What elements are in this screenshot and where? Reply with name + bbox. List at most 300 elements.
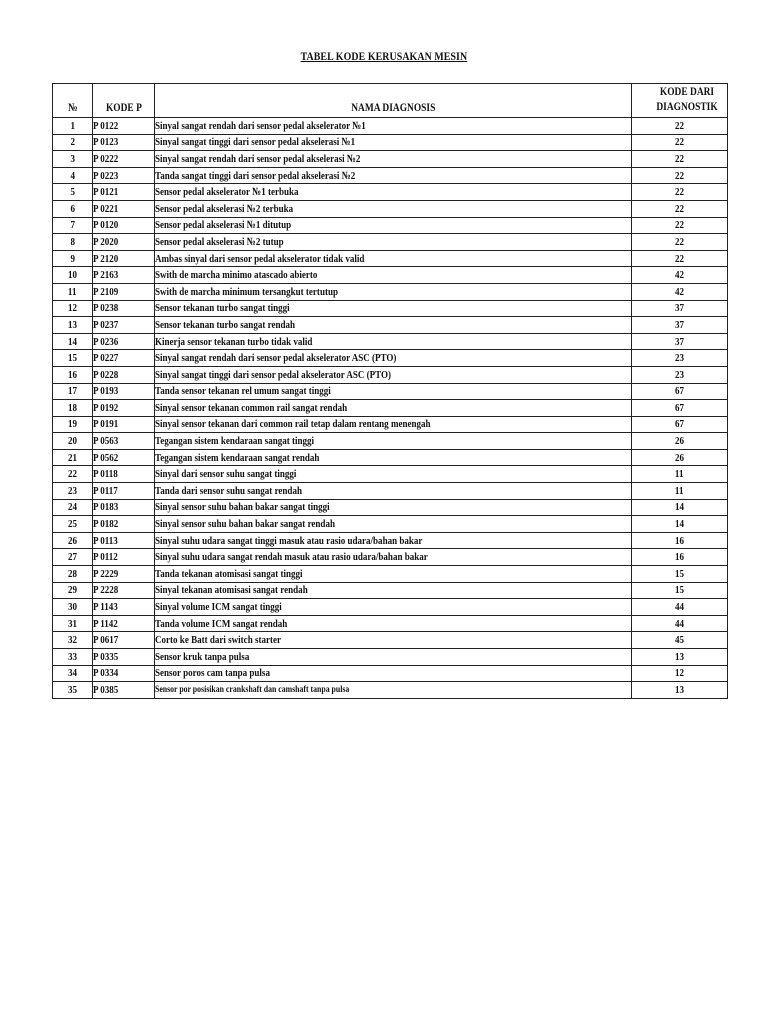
cell-nama-diagnosis-text: Sensor poros cam tanpa pulsa bbox=[155, 667, 270, 680]
cell-nama-diagnosis bbox=[155, 200, 632, 217]
cell-kode-dari-diagnostik-text: 37 bbox=[674, 318, 685, 331]
cell-no bbox=[53, 267, 93, 284]
cell-kode-p-text: P 0117 bbox=[93, 484, 118, 497]
cell-kode-p-text: P 2120 bbox=[93, 252, 119, 265]
cell-nama-diagnosis bbox=[155, 283, 632, 300]
cell-nama-diagnosis-text: Sinyal sangat rendah dari sensor pedal akselerasi №2 bbox=[155, 152, 361, 165]
cell-nama-diagnosis bbox=[155, 615, 632, 632]
cell-kode-p-text: P 0236 bbox=[93, 335, 119, 348]
cell-kode-p-text: P 2109 bbox=[93, 285, 119, 298]
cell-kode-p-text: P 0237 bbox=[93, 318, 119, 331]
cell-kode-dari-diagnostik bbox=[632, 499, 728, 516]
cell-kode-dari-diagnostik-text: 16 bbox=[674, 551, 685, 564]
cell-nama-diagnosis-text: Sensor kruk tanpa pulsa bbox=[155, 650, 250, 663]
cell-nama-diagnosis bbox=[155, 466, 632, 483]
cell-no-text: 4 bbox=[70, 169, 75, 182]
cell-no-text: 16 bbox=[67, 368, 78, 381]
cell-no-text: 17 bbox=[67, 385, 78, 398]
table-row bbox=[53, 184, 728, 201]
cell-no-text: 21 bbox=[67, 451, 78, 464]
cell-kode-p bbox=[93, 665, 155, 682]
cell-no-text: 25 bbox=[67, 518, 78, 531]
cell-nama-diagnosis-text: Sinyal sensor suhu bahan bakar sangat rendah bbox=[155, 518, 335, 531]
cell-kode-p bbox=[93, 366, 155, 383]
cell-nama-diagnosis-text: Tegangan sistem kendaraan sangat rendah bbox=[155, 451, 320, 464]
cell-no bbox=[53, 632, 93, 649]
cell-kode-dari-diagnostik-text: 16 bbox=[674, 534, 685, 547]
table-row bbox=[53, 566, 728, 583]
cell-nama-diagnosis bbox=[155, 682, 632, 699]
cell-kode-p-text: P 2229 bbox=[93, 567, 119, 580]
cell-no bbox=[53, 333, 93, 350]
cell-nama-diagnosis-text: Kinerja sensor tekanan turbo tidak valid bbox=[155, 335, 313, 348]
table-row bbox=[53, 366, 728, 383]
cell-kode-dari-diagnostik-text: 22 bbox=[674, 119, 685, 132]
cell-kode-p-text: P 2163 bbox=[93, 269, 119, 282]
cell-kode-dari-diagnostik bbox=[632, 317, 728, 334]
cell-nama-diagnosis-text: Sinyal sangat rendah dari sensor pedal akselerator ASC (PTO) bbox=[155, 352, 397, 365]
cell-kode-p-text: P 2020 bbox=[93, 235, 119, 248]
cell-kode-dari-diagnostik bbox=[632, 200, 728, 217]
cell-kode-p bbox=[93, 599, 155, 616]
cell-nama-diagnosis-text: Sinyal sensor tekanan common rail sangat rendah bbox=[155, 401, 348, 414]
cell-kode-dari-diagnostik bbox=[632, 184, 728, 201]
table-row bbox=[53, 632, 728, 649]
cell-no-text: 5 bbox=[70, 186, 75, 199]
cell-nama-diagnosis-text: Sensor pedal akselerator №1 terbuka bbox=[155, 186, 299, 199]
table-row bbox=[53, 134, 728, 151]
cell-nama-diagnosis bbox=[155, 549, 632, 566]
cell-kode-dari-diagnostik bbox=[632, 632, 728, 649]
cell-no-text: 28 bbox=[67, 567, 78, 580]
cell-kode-dari-diagnostik-text: 15 bbox=[674, 584, 685, 597]
table-row bbox=[53, 433, 728, 450]
cell-no-text: 26 bbox=[67, 534, 78, 547]
table-row bbox=[53, 167, 728, 184]
cell-kode-dari-diagnostik-text: 37 bbox=[674, 302, 685, 315]
cell-no bbox=[53, 649, 93, 666]
cell-no-text: 2 bbox=[70, 136, 75, 149]
cell-kode-p bbox=[93, 682, 155, 699]
cell-kode-dari-diagnostik-text: 15 bbox=[674, 567, 685, 580]
cell-kode-p bbox=[93, 234, 155, 251]
cell-no bbox=[53, 234, 93, 251]
cell-kode-dari-diagnostik bbox=[632, 267, 728, 284]
cell-kode-p-text: P 0385 bbox=[93, 683, 119, 696]
cell-nama-diagnosis bbox=[155, 649, 632, 666]
cell-no bbox=[53, 151, 93, 168]
cell-no bbox=[53, 383, 93, 400]
cell-kode-p-text: P 0182 bbox=[93, 518, 119, 531]
cell-kode-p-text: P 0183 bbox=[93, 501, 119, 514]
cell-nama-diagnosis bbox=[155, 250, 632, 267]
cell-kode-dari-diagnostik bbox=[632, 217, 728, 234]
cell-kode-p bbox=[93, 466, 155, 483]
cell-kode-p-text: P 0617 bbox=[93, 634, 119, 647]
cell-kode-p-text: P 0334 bbox=[93, 667, 119, 680]
cell-no bbox=[53, 466, 93, 483]
table-body bbox=[53, 118, 728, 699]
cell-kode-dari-diagnostik-text: 14 bbox=[674, 518, 685, 531]
cell-no-text: 33 bbox=[67, 650, 78, 663]
cell-kode-p-text: P 0335 bbox=[93, 650, 119, 663]
cell-no bbox=[53, 532, 93, 549]
table-row bbox=[53, 665, 728, 682]
table-row bbox=[53, 599, 728, 616]
cell-nama-diagnosis-text: Sinyal sensor tekanan dari common rail tetap dalam rentang menengah bbox=[155, 418, 431, 431]
cell-nama-diagnosis-text: Corto ke Batt dari switch starter bbox=[155, 634, 281, 647]
cell-kode-dari-diagnostik-text: 44 bbox=[674, 601, 685, 614]
cell-kode-dari-diagnostik bbox=[632, 350, 728, 367]
cell-nama-diagnosis-text: Tanda volume ICM sangat rendah bbox=[155, 617, 288, 630]
cell-kode-p bbox=[93, 184, 155, 201]
cell-no bbox=[53, 433, 93, 450]
cell-no-text: 6 bbox=[70, 202, 75, 215]
cell-kode-dari-diagnostik bbox=[632, 483, 728, 500]
cell-nama-diagnosis-text: Sinyal suhu udara sangat rendah masuk atau rasio udara/bahan bakar bbox=[155, 551, 428, 564]
cell-nama-diagnosis bbox=[155, 516, 632, 533]
cell-nama-diagnosis bbox=[155, 167, 632, 184]
cell-nama-diagnosis bbox=[155, 184, 632, 201]
table-row bbox=[53, 682, 728, 699]
cell-kode-dari-diagnostik-text: 13 bbox=[674, 650, 685, 663]
cell-kode-p bbox=[93, 300, 155, 317]
cell-nama-diagnosis-text: Ambas sinyal dari sensor pedal akselerator tidak valid bbox=[155, 252, 365, 265]
cell-kode-dari-diagnostik-text: 12 bbox=[674, 667, 685, 680]
document-title-text: TABEL KODE KERUSAKAN MESIN bbox=[300, 51, 468, 63]
table-row bbox=[53, 350, 728, 367]
table-row bbox=[53, 499, 728, 516]
cell-kode-dari-diagnostik-text: 45 bbox=[674, 634, 685, 647]
cell-no-text: 3 bbox=[70, 152, 75, 165]
cell-nama-diagnosis bbox=[155, 582, 632, 599]
cell-no-text: 13 bbox=[67, 318, 78, 331]
cell-kode-dari-diagnostik-text: 67 bbox=[674, 418, 685, 431]
cell-kode-p-text: P 0118 bbox=[93, 468, 118, 481]
cell-nama-diagnosis bbox=[155, 566, 632, 583]
table-row bbox=[53, 333, 728, 350]
cell-kode-p-text: P 0120 bbox=[93, 219, 119, 232]
table-row bbox=[53, 516, 728, 533]
cell-kode-dari-diagnostik-text: 11 bbox=[675, 468, 684, 481]
cell-kode-p bbox=[93, 532, 155, 549]
cell-kode-dari-diagnostik bbox=[632, 416, 728, 433]
cell-kode-p bbox=[93, 615, 155, 632]
cell-kode-dari-diagnostik bbox=[632, 516, 728, 533]
cell-kode-p-text: P 0112 bbox=[93, 551, 118, 564]
cell-nama-diagnosis bbox=[155, 599, 632, 616]
table-row bbox=[53, 400, 728, 417]
table-row bbox=[53, 416, 728, 433]
cell-kode-p bbox=[93, 499, 155, 516]
cell-kode-dari-diagnostik bbox=[632, 118, 728, 135]
table-row bbox=[53, 449, 728, 466]
cell-no bbox=[53, 250, 93, 267]
cell-no-text: 19 bbox=[67, 418, 78, 431]
cell-nama-diagnosis-text: Sensor tekanan turbo sangat rendah bbox=[155, 318, 296, 331]
cell-nama-diagnosis bbox=[155, 483, 632, 500]
cell-kode-dari-diagnostik-text: 42 bbox=[674, 269, 685, 282]
cell-kode-dari-diagnostik-text: 67 bbox=[674, 385, 685, 398]
cell-kode-dari-diagnostik bbox=[632, 333, 728, 350]
cell-nama-diagnosis-text: Sinyal suhu udara sangat tinggi masuk atau rasio udara/bahan bakar bbox=[155, 534, 423, 547]
table-row bbox=[53, 151, 728, 168]
cell-nama-diagnosis-text: Sinyal sensor suhu bahan bakar sangat tinggi bbox=[155, 501, 330, 514]
cell-kode-dari-diagnostik-text: 22 bbox=[674, 219, 685, 232]
cell-kode-p bbox=[93, 433, 155, 450]
cell-no-text: 27 bbox=[67, 551, 78, 564]
cell-kode-p-text: P 1143 bbox=[93, 601, 118, 614]
cell-no-text: 15 bbox=[67, 352, 78, 365]
cell-nama-diagnosis bbox=[155, 217, 632, 234]
cell-nama-diagnosis bbox=[155, 632, 632, 649]
cell-kode-dari-diagnostik bbox=[632, 532, 728, 549]
cell-nama-diagnosis bbox=[155, 449, 632, 466]
cell-no-text: 29 bbox=[67, 584, 78, 597]
cell-kode-p-text: P 2228 bbox=[93, 584, 119, 597]
cell-kode-p bbox=[93, 267, 155, 284]
table-row bbox=[53, 118, 728, 135]
header-kode-dari-diagnostik: KODE DARI DIAGNOSTIK bbox=[632, 84, 728, 118]
header-nama-diagnosis: NAMA DIAGNOSIS bbox=[155, 84, 632, 118]
cell-no-text: 30 bbox=[67, 601, 78, 614]
cell-kode-dari-diagnostik-text: 22 bbox=[674, 136, 685, 149]
cell-kode-dari-diagnostik bbox=[632, 151, 728, 168]
cell-no bbox=[53, 118, 93, 135]
cell-kode-p bbox=[93, 632, 155, 649]
cell-no bbox=[53, 366, 93, 383]
cell-kode-p bbox=[93, 549, 155, 566]
cell-no bbox=[53, 200, 93, 217]
fault-code-table bbox=[52, 83, 728, 699]
cell-kode-dari-diagnostik bbox=[632, 433, 728, 450]
cell-kode-dari-diagnostik bbox=[632, 682, 728, 699]
cell-no bbox=[53, 516, 93, 533]
cell-kode-dari-diagnostik bbox=[632, 599, 728, 616]
cell-nama-diagnosis-text: Sinyal sangat rendah dari sensor pedal akselerator №1 bbox=[155, 119, 366, 132]
cell-kode-dari-diagnostik bbox=[632, 366, 728, 383]
cell-no bbox=[53, 416, 93, 433]
cell-kode-p-text: P 0191 bbox=[93, 418, 119, 431]
cell-kode-dari-diagnostik bbox=[632, 300, 728, 317]
cell-nama-diagnosis-text: Swith de marcha minimum tersangkut tertutup bbox=[155, 285, 339, 298]
table-row bbox=[53, 615, 728, 632]
cell-no-text: 20 bbox=[67, 435, 78, 448]
table-row bbox=[53, 549, 728, 566]
cell-no bbox=[53, 317, 93, 334]
cell-kode-p-text: P 0113 bbox=[93, 534, 118, 547]
cell-kode-dari-diagnostik-text: 26 bbox=[674, 435, 685, 448]
cell-kode-dari-diagnostik-text: 22 bbox=[674, 169, 685, 182]
cell-no-text: 11 bbox=[68, 285, 77, 298]
cell-no-text: 18 bbox=[67, 401, 78, 414]
cell-nama-diagnosis bbox=[155, 267, 632, 284]
cell-nama-diagnosis bbox=[155, 350, 632, 367]
cell-no-text: 31 bbox=[67, 617, 78, 630]
cell-no bbox=[53, 449, 93, 466]
cell-kode-dari-diagnostik bbox=[632, 283, 728, 300]
table-row bbox=[53, 649, 728, 666]
cell-kode-dari-diagnostik-text: 26 bbox=[674, 451, 685, 464]
cell-kode-dari-diagnostik bbox=[632, 566, 728, 583]
header-row bbox=[53, 84, 728, 118]
cell-nama-diagnosis-text: Sinyal volume ICM sangat tinggi bbox=[155, 601, 282, 614]
cell-kode-dari-diagnostik bbox=[632, 383, 728, 400]
cell-nama-diagnosis bbox=[155, 118, 632, 135]
cell-kode-dari-diagnostik-text: 23 bbox=[674, 352, 685, 365]
cell-nama-diagnosis bbox=[155, 416, 632, 433]
table-row bbox=[53, 217, 728, 234]
cell-kode-p bbox=[93, 449, 155, 466]
cell-no bbox=[53, 167, 93, 184]
cell-nama-diagnosis-text: Sinyal sangat tinggi dari sensor pedal akselerator ASC (PTO) bbox=[155, 368, 392, 381]
cell-kode-p bbox=[93, 516, 155, 533]
cell-nama-diagnosis bbox=[155, 433, 632, 450]
cell-nama-diagnosis bbox=[155, 333, 632, 350]
cell-nama-diagnosis bbox=[155, 366, 632, 383]
cell-no-text: 35 bbox=[67, 683, 78, 696]
cell-kode-dari-diagnostik bbox=[632, 665, 728, 682]
cell-no bbox=[53, 300, 93, 317]
cell-nama-diagnosis-text: Tanda sangat tinggi dari sensor pedal akselerasi №2 bbox=[155, 169, 356, 182]
cell-kode-p-text: P 1142 bbox=[93, 617, 118, 630]
cell-kode-p bbox=[93, 483, 155, 500]
cell-kode-dari-diagnostik bbox=[632, 400, 728, 417]
cell-kode-p bbox=[93, 200, 155, 217]
cell-no bbox=[53, 682, 93, 699]
cell-kode-dari-diagnostik-text: 42 bbox=[674, 285, 685, 298]
cell-kode-p bbox=[93, 118, 155, 135]
cell-kode-p bbox=[93, 566, 155, 583]
table-row bbox=[53, 300, 728, 317]
cell-nama-diagnosis-text: Sensor por posisikan crankshaft dan camshaft tanpa pulsa bbox=[155, 684, 350, 695]
cell-kode-p-text: P 0221 bbox=[93, 202, 119, 215]
table-row bbox=[53, 267, 728, 284]
document-title bbox=[0, 51, 768, 63]
cell-kode-p-text: P 0238 bbox=[93, 302, 119, 315]
cell-nama-diagnosis-text: Sinyal tekanan atomisasi sangat rendah bbox=[155, 584, 308, 597]
cell-nama-diagnosis-text: Swith de marcha minimo atascado abierto bbox=[155, 269, 318, 282]
cell-kode-dari-diagnostik bbox=[632, 582, 728, 599]
cell-kode-dari-diagnostik-text: 22 bbox=[674, 235, 685, 248]
cell-nama-diagnosis bbox=[155, 234, 632, 251]
cell-no-text: 1 bbox=[70, 119, 75, 132]
cell-kode-p-text: P 0227 bbox=[93, 352, 119, 365]
cell-kode-dari-diagnostik bbox=[632, 649, 728, 666]
cell-kode-dari-diagnostik bbox=[632, 250, 728, 267]
cell-nama-diagnosis bbox=[155, 151, 632, 168]
cell-nama-diagnosis-text: Sensor pedal akselerasi №2 tutup bbox=[155, 235, 284, 248]
cell-kode-dari-diagnostik bbox=[632, 615, 728, 632]
cell-nama-diagnosis-text: Sinyal dari sensor suhu sangat tinggi bbox=[155, 468, 297, 481]
cell-kode-p-text: P 0193 bbox=[93, 385, 119, 398]
cell-kode-p-text: P 0123 bbox=[93, 136, 119, 149]
table-row bbox=[53, 532, 728, 549]
cell-kode-p bbox=[93, 400, 155, 417]
cell-no bbox=[53, 217, 93, 234]
table-row bbox=[53, 383, 728, 400]
cell-no-text: 12 bbox=[67, 302, 78, 315]
cell-kode-dari-diagnostik-text: 37 bbox=[674, 335, 685, 348]
cell-kode-p-text: P 0223 bbox=[93, 169, 119, 182]
cell-kode-dari-diagnostik-text: 23 bbox=[674, 368, 685, 381]
cell-kode-dari-diagnostik-text: 22 bbox=[674, 202, 685, 215]
cell-no-text: 22 bbox=[67, 468, 78, 481]
cell-kode-dari-diagnostik-text: 22 bbox=[674, 252, 685, 265]
cell-kode-p bbox=[93, 333, 155, 350]
cell-no-text: 24 bbox=[67, 501, 78, 514]
cell-nama-diagnosis-text: Tanda dari sensor suhu sangat rendah bbox=[155, 484, 302, 497]
cell-kode-p bbox=[93, 350, 155, 367]
cell-kode-p bbox=[93, 167, 155, 184]
cell-no bbox=[53, 400, 93, 417]
table-row bbox=[53, 200, 728, 217]
table-row bbox=[53, 317, 728, 334]
table-row bbox=[53, 250, 728, 267]
cell-kode-p bbox=[93, 649, 155, 666]
cell-kode-dari-diagnostik bbox=[632, 234, 728, 251]
cell-no bbox=[53, 549, 93, 566]
cell-kode-dari-diagnostik-text: 67 bbox=[674, 401, 685, 414]
cell-nama-diagnosis-text: Sensor pedal akselerasi №1 ditutup bbox=[155, 219, 292, 232]
cell-no-text: 32 bbox=[67, 634, 78, 647]
cell-kode-dari-diagnostik-text: 13 bbox=[674, 683, 685, 696]
cell-nama-diagnosis-text: Tanda sensor tekanan rel umum sangat tinggi bbox=[155, 385, 331, 398]
cell-kode-p-text: P 0228 bbox=[93, 368, 119, 381]
table-row bbox=[53, 234, 728, 251]
cell-kode-p-text: P 0222 bbox=[93, 152, 119, 165]
cell-nama-diagnosis bbox=[155, 665, 632, 682]
cell-no bbox=[53, 499, 93, 516]
table-row bbox=[53, 283, 728, 300]
cell-kode-p bbox=[93, 217, 155, 234]
cell-kode-p bbox=[93, 582, 155, 599]
cell-nama-diagnosis-text: Sinyal sangat tinggi dari sensor pedal akselerasi №1 bbox=[155, 136, 356, 149]
cell-no bbox=[53, 599, 93, 616]
cell-no-text: 8 bbox=[70, 235, 75, 248]
cell-nama-diagnosis-text: Sensor tekanan turbo sangat tinggi bbox=[155, 302, 290, 315]
cell-kode-dari-diagnostik-text: 11 bbox=[675, 484, 684, 497]
cell-kode-p bbox=[93, 151, 155, 168]
cell-kode-p-text: P 0192 bbox=[93, 401, 119, 414]
cell-no-text: 14 bbox=[67, 335, 78, 348]
cell-nama-diagnosis-text: Tegangan sistem kendaraan sangat tinggi bbox=[155, 435, 315, 448]
header-kode-p: KODE P bbox=[93, 84, 155, 118]
cell-no-text: 34 bbox=[67, 667, 78, 680]
cell-no-text: 9 bbox=[70, 252, 75, 265]
cell-kode-p bbox=[93, 283, 155, 300]
cell-no-text: 7 bbox=[70, 219, 75, 232]
cell-nama-diagnosis bbox=[155, 383, 632, 400]
cell-no bbox=[53, 582, 93, 599]
cell-kode-dari-diagnostik bbox=[632, 134, 728, 151]
cell-no bbox=[53, 566, 93, 583]
cell-no bbox=[53, 134, 93, 151]
cell-nama-diagnosis-text: Tanda tekanan atomisasi sangat tinggi bbox=[155, 567, 303, 580]
cell-kode-p-text: P 0122 bbox=[93, 119, 119, 132]
cell-nama-diagnosis bbox=[155, 317, 632, 334]
cell-kode-dari-diagnostik bbox=[632, 549, 728, 566]
cell-no-text: 23 bbox=[67, 484, 78, 497]
cell-nama-diagnosis bbox=[155, 134, 632, 151]
cell-kode-dari-diagnostik-text: 22 bbox=[674, 152, 685, 165]
cell-kode-dari-diagnostik-text: 14 bbox=[674, 501, 685, 514]
cell-no-text: 10 bbox=[67, 269, 78, 282]
cell-kode-p bbox=[93, 250, 155, 267]
table-row bbox=[53, 582, 728, 599]
cell-kode-p bbox=[93, 416, 155, 433]
cell-kode-p bbox=[93, 317, 155, 334]
